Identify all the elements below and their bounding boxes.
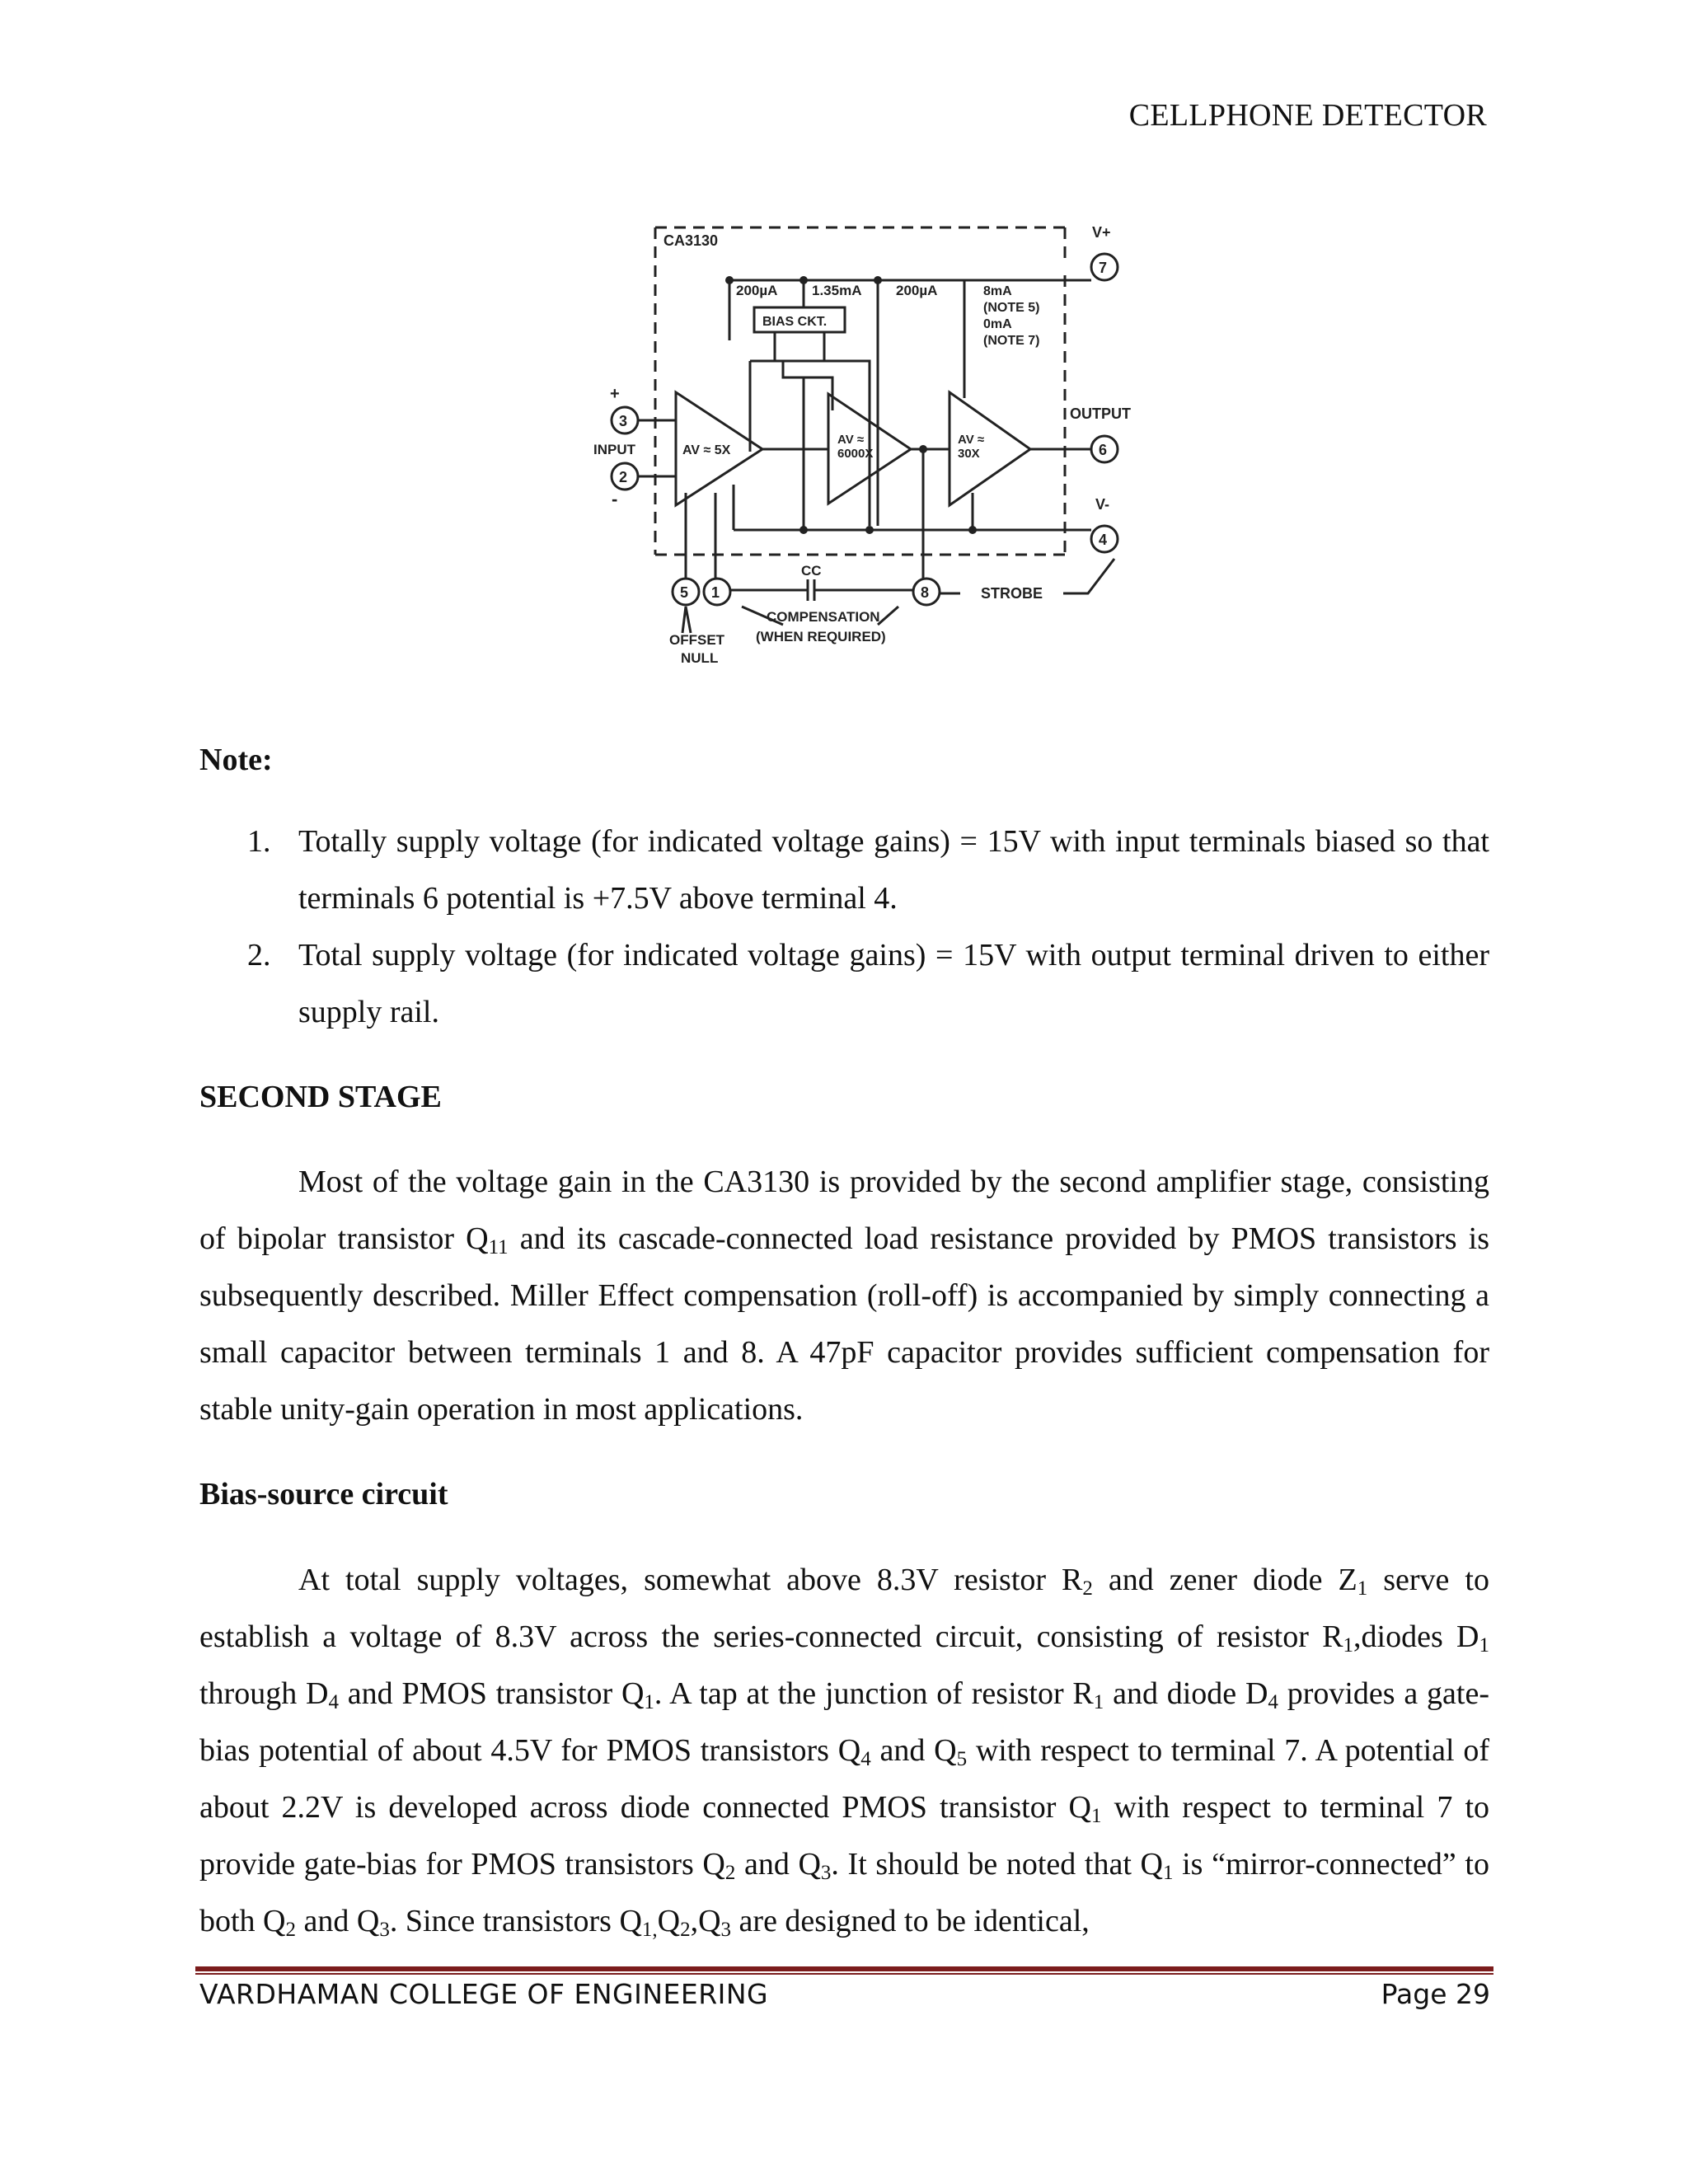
cc-label: CC xyxy=(801,563,822,579)
amp3-label-a: AV ≈ xyxy=(958,433,985,447)
amp1-label: AV ≈ 5X xyxy=(682,443,731,457)
bias-label: BIAS CKT. xyxy=(762,315,828,329)
note-item-number: 2. xyxy=(247,938,271,972)
chip-outline xyxy=(655,227,1065,555)
note0ma-label: 0mA xyxy=(983,317,1012,331)
second-stage-paragraph: Most of the voltage gain in the CA3130 is provided by the second amplifier stage, consisting of bipolar transistor $Q_{11}$ and its cascade-connected load resistance provided by PMOS transistors is subsequently described. Miller Effect compensation (roll-off) is accompanied by simply connecting a small capacitor between terminals 1 and 8. A 47pF capacitor provides sufficient compensation for stable unity-gain operation in most applications. xyxy=(199,1165,1489,1427)
note-item-number: 1. xyxy=(247,824,271,859)
pin5-label: 5 xyxy=(680,584,689,601)
note8ma-label: 8mA xyxy=(983,284,1012,298)
strobe-label: STROBE xyxy=(981,585,1043,602)
offset-label-2: NULL xyxy=(681,650,719,666)
pin4-label: 4 xyxy=(1099,532,1108,548)
pin1-label: 1 xyxy=(711,584,720,601)
second-stage-heading: SECOND STAGE xyxy=(199,1080,442,1114)
pin6-label: 6 xyxy=(1099,442,1108,458)
vminus-label: V- xyxy=(1095,496,1110,513)
comp-label-2: (WHEN REQUIRED) xyxy=(756,629,886,644)
note-list xyxy=(199,813,1489,1041)
vplus-label: V+ xyxy=(1092,224,1111,241)
input-label: INPUT xyxy=(593,442,635,457)
comp-label-1: COMPENSATION xyxy=(767,609,880,625)
note7-label: (NOTE 7) xyxy=(983,334,1040,348)
output-label: OUTPUT xyxy=(1070,405,1131,422)
bias-source-paragraph: At total supply voltages, somewhat above 8.3V resistor $R_2$ and zener diode $Z_1$ serve to establish a voltage of 8.3V across the series-connected circuit, consisting of resistor $R_1,diodes$ $D_1$ through $D_4$ and PMOS transistor $Q_1$. A tap at the junction of resistor $R_1$ and diode $D_4$ provides a gate-bias potential of about 4.5V for PMOS transistors $Q_4$ and $Q_5$ with respect to terminal 7. A potential of about 2.2V is developed across diode connected PMOS transistor $Q_1$ with respect to terminal 7 to provide gate-bias for PMOS transistors $Q_2$ and $Q_3$. It should be noted that $Q_1$ is “mirror-connected” to both $Q_2$ and $Q_3$. Since transistors $Q_{1,}Q_2,Q_3$ are designed to be identical, xyxy=(199,1563,1490,1941)
chip-label: CA3130 xyxy=(663,232,719,249)
pin7-label: 7 xyxy=(1099,260,1108,276)
amp3-label-b: 30X xyxy=(958,447,980,461)
note-item xyxy=(199,927,1489,1041)
footer-college-name: VARDHAMAN COLLEGE OF ENGINEERING xyxy=(199,1978,769,2010)
current2-label: 1.35mA xyxy=(812,283,862,298)
amp2-label-a: AV ≈ xyxy=(837,433,865,447)
footer-page-number: Page 29 xyxy=(1381,1978,1490,2010)
ca3130-block-diagram xyxy=(593,213,1146,682)
current3-label: 200µA xyxy=(896,283,938,298)
footer-divider-thick xyxy=(195,1966,1493,1971)
page-header-title: CELLPHONE DETECTOR xyxy=(1128,98,1487,133)
footer-divider-thin xyxy=(195,1973,1493,1975)
offset-label-1: OFFSET xyxy=(669,632,725,648)
pin3-label: 3 xyxy=(619,413,628,429)
note-item-text: Totally supply voltage (for indicated voltage gains) = 15V with input terminals biased so that terminals 6 potential is +7.5V above terminal 4. xyxy=(298,824,1489,916)
amp2-label-b: 6000X xyxy=(837,447,874,461)
note5-label: (NOTE 5) xyxy=(983,301,1040,315)
bias-source-heading: Bias-source circuit xyxy=(199,1477,448,1511)
note-item-text: Total supply voltage (for indicated voltage gains) = 15V with output terminal driven to either supply rail. xyxy=(298,938,1489,1029)
note-heading: Note: xyxy=(199,743,273,777)
current1-label: 200µA xyxy=(736,283,778,298)
pin8-label: 8 xyxy=(921,584,930,601)
note-item xyxy=(199,813,1489,927)
circuit-svg xyxy=(593,213,1146,682)
pin2-label: 2 xyxy=(619,469,628,485)
minus-label: - xyxy=(612,489,618,509)
plus-label: + xyxy=(610,385,620,403)
